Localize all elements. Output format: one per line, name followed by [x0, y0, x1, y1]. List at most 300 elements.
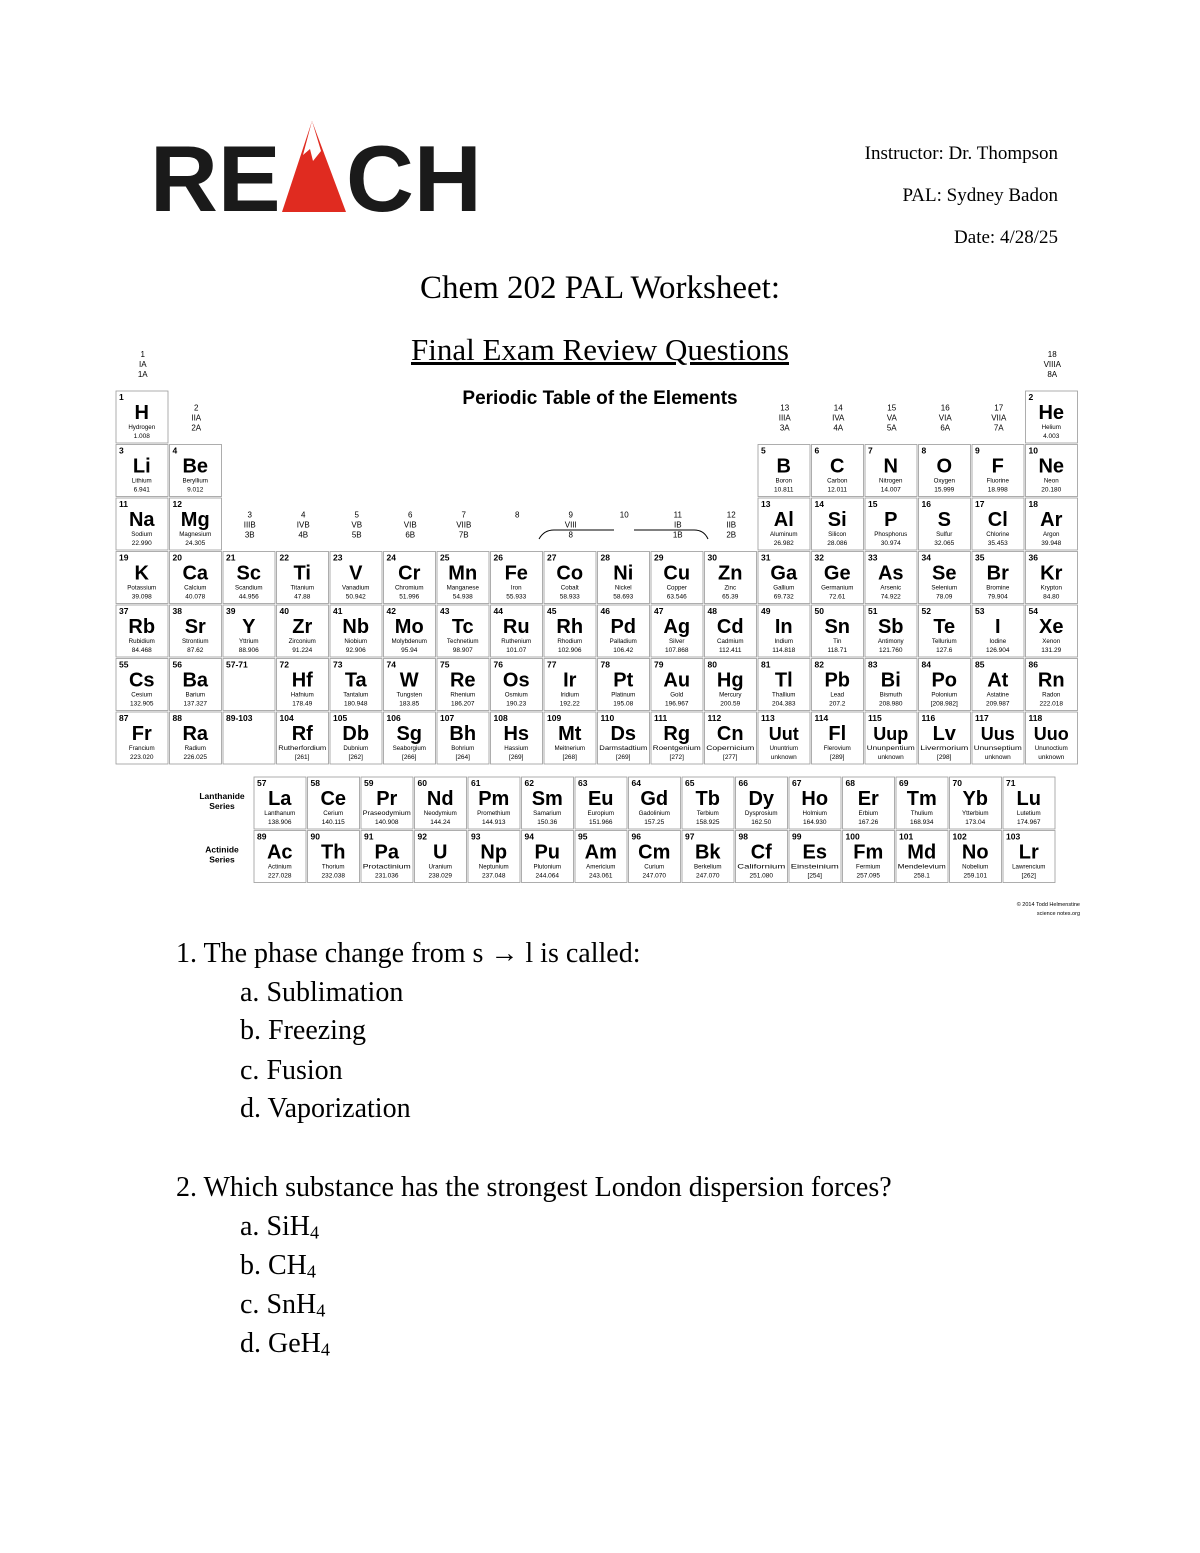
atomic-number: 117 — [975, 713, 989, 723]
atomic-number: 63 — [578, 778, 588, 788]
atomic-number: 15 — [868, 499, 878, 509]
group-label: 13 — [780, 403, 790, 413]
question-text: l is called: — [518, 938, 641, 969]
atomic-number: 105 — [333, 713, 348, 723]
atomic-mass: 238.029 — [428, 872, 452, 880]
element-symbol: As — [877, 562, 904, 585]
element-symbol: Ti — [293, 562, 311, 585]
atomic-mass: 257.095 — [856, 872, 880, 880]
element-name: Californium — [737, 863, 786, 871]
element-symbol: K — [134, 562, 149, 585]
atomic-mass: 79.904 — [987, 593, 1008, 601]
answer-option — [240, 1015, 366, 1047]
element-symbol: Uus — [980, 724, 1015, 744]
element-name: Nobelium — [962, 863, 989, 871]
group-label: 5B — [351, 530, 362, 540]
element-name: Germanium — [821, 584, 854, 592]
element-symbol: Pa — [374, 841, 399, 864]
atomic-number: 37 — [119, 606, 129, 616]
atomic-mass: 132.905 — [130, 700, 154, 708]
element-name: Einsteinium — [790, 863, 839, 871]
element-symbol: Er — [857, 788, 879, 810]
atomic-mass: [269] — [509, 754, 524, 761]
atomic-mass: 51.996 — [399, 593, 420, 601]
atomic-number: 6 — [814, 445, 820, 456]
atomic-number: 54 — [1028, 606, 1038, 616]
atomic-mass: 118.71 — [827, 647, 847, 654]
element-name: Thorium — [321, 863, 345, 871]
atomic-mass: 204.383 — [772, 700, 796, 708]
element-name: Lithium — [131, 477, 152, 485]
group-label: VA — [886, 413, 897, 423]
atomic-number: 18 — [1028, 499, 1038, 509]
atomic-number: 101 — [899, 831, 914, 842]
atomic-number: 113 — [761, 713, 775, 723]
atomic-mass: 227.028 — [268, 872, 292, 880]
element-symbol: I — [994, 616, 1001, 638]
element-name: Niobium — [344, 638, 368, 645]
element-name: Titanium — [290, 584, 314, 592]
atomic-number: 53 — [975, 606, 985, 616]
placeholder-label: 89-103 — [226, 713, 253, 723]
atomic-number: 102 — [952, 831, 967, 842]
atomic-mass: 6.941 — [133, 486, 150, 494]
element-symbol: Lv — [932, 723, 956, 745]
element-name: Ununpentium — [866, 745, 915, 752]
atomic-number: 111 — [654, 713, 668, 723]
atomic-mass: 98.907 — [452, 647, 473, 654]
element-symbol: Ta — [344, 669, 367, 692]
atomic-number: 26 — [493, 552, 503, 563]
atomic-number: 100 — [845, 831, 860, 842]
group-label: 7A — [993, 423, 1004, 433]
group-label: 2A — [191, 423, 202, 433]
atomic-mass: [272] — [669, 754, 684, 761]
atomic-mass: [268] — [562, 754, 577, 761]
element-symbol: Na — [128, 509, 155, 531]
atomic-mass: 138.906 — [268, 819, 292, 826]
group-label: 12 — [726, 510, 736, 520]
atomic-number: 44 — [493, 606, 503, 616]
atomic-number: 16 — [921, 499, 931, 509]
atomic-mass: [208.982] — [930, 700, 958, 708]
periodic-table-credit: © 2014 Todd Helmenstine — [1016, 902, 1080, 908]
atomic-number: 89 — [257, 831, 267, 842]
atomic-number: 61 — [471, 778, 481, 788]
element-name: Argon — [1042, 531, 1060, 538]
atomic-mass: 226.025 — [183, 754, 207, 761]
element-symbol: Uup — [873, 724, 909, 744]
atomic-number: 17 — [975, 499, 985, 509]
group-label: VIII — [564, 520, 577, 530]
atomic-mass: [298] — [937, 754, 952, 761]
atomic-mass: 88.906 — [238, 647, 259, 654]
atomic-mass: 26.982 — [773, 540, 794, 547]
element-symbol: Pr — [376, 788, 398, 810]
element-name: Nitrogen — [879, 477, 903, 485]
atomic-number: 77 — [547, 659, 557, 670]
element-symbol: Ir — [563, 669, 577, 692]
element-name: Curium — [644, 863, 665, 871]
element-symbol: Ar — [1040, 509, 1063, 531]
element-name: Erbium — [858, 810, 879, 817]
atomic-number: 20 — [172, 552, 182, 563]
option-letter: b. — [240, 1250, 268, 1281]
element-symbol: Li — [132, 455, 151, 478]
atomic-mass: 14.007 — [880, 486, 901, 494]
atomic-number: 92 — [417, 831, 427, 842]
element-name: Indium — [774, 638, 794, 645]
element-symbol: S — [937, 509, 951, 531]
atomic-mass: 137.327 — [183, 700, 207, 708]
element-name: Roentgenium — [652, 745, 701, 752]
atomic-number: 48 — [707, 606, 717, 616]
element-symbol: In — [774, 616, 793, 638]
atomic-number: 71 — [1006, 778, 1016, 788]
atomic-mass: [262] — [1021, 872, 1036, 880]
element-name: Hassium — [504, 745, 529, 752]
atomic-number: 99 — [792, 831, 802, 842]
element-name: Gold — [670, 691, 684, 699]
atomic-mass: 168.934 — [910, 819, 934, 826]
atomic-number: 40 — [279, 606, 289, 616]
element-name: Actinium — [267, 863, 292, 871]
atomic-mass: 40.078 — [185, 593, 206, 601]
atomic-mass: 30.974 — [880, 540, 901, 547]
element-symbol: Hs — [503, 723, 530, 745]
element-name: Chlorine — [986, 531, 1010, 538]
element-symbol: Sg — [396, 723, 423, 745]
element-symbol: Uut — [768, 724, 799, 744]
atomic-mass: 69.732 — [773, 593, 794, 601]
element-name: Tellurium — [931, 638, 957, 645]
atomic-mass: 244.064 — [535, 872, 559, 880]
element-name: Aluminum — [769, 531, 798, 538]
series-label: Series — [209, 801, 235, 811]
element-symbol: F — [991, 455, 1004, 478]
element-name: Rutherfordium — [278, 745, 327, 752]
element-name: Rubidium — [128, 638, 155, 645]
element-symbol: Pu — [534, 841, 561, 864]
answer-option — [240, 1055, 343, 1087]
group-label: 1B — [672, 530, 683, 540]
atomic-number: 80 — [707, 659, 717, 670]
element-name: Gallium — [773, 584, 795, 592]
atomic-number: 86 — [1028, 659, 1038, 670]
element-symbol: Zr — [292, 616, 313, 638]
arrow-icon: → — [490, 938, 519, 969]
element-name: Holmium — [802, 810, 827, 817]
atomic-mass: 84.80 — [1043, 593, 1060, 601]
element-symbol: Mo — [394, 616, 424, 638]
atomic-number: 116 — [921, 713, 936, 723]
element-name: Protactinium — [362, 863, 411, 871]
element-name: Astatine — [986, 691, 1009, 699]
group-label: IA — [138, 360, 147, 369]
series-label: Actinide — [205, 844, 239, 855]
element-name: Bismuth — [879, 691, 902, 699]
atomic-number: 51 — [868, 606, 878, 616]
element-name: Seaborgium — [392, 745, 426, 752]
element-name: Lutetium — [1016, 810, 1041, 817]
question-2 — [176, 1172, 892, 1204]
element-symbol: Fl — [828, 723, 847, 745]
date-text: Date: 4/28/25 — [954, 227, 1058, 248]
atomic-mass: 200.59 — [720, 700, 741, 708]
element-name: Promethium — [477, 810, 511, 817]
atomic-mass: 12.011 — [827, 486, 847, 494]
atomic-mass: 4.003 — [1043, 433, 1060, 440]
atomic-number: 98 — [738, 831, 748, 842]
element-symbol: Mn — [448, 562, 478, 585]
element-symbol: Th — [321, 841, 346, 864]
element-name: Lanthanum — [264, 810, 296, 817]
element-name: Palladium — [609, 638, 637, 645]
atomic-number: 76 — [493, 659, 503, 670]
element-name: Bohrium — [451, 745, 475, 752]
element-name: Sodium — [131, 531, 153, 538]
option-text: SiH — [266, 1211, 311, 1242]
group-label: 1A — [137, 370, 148, 379]
atomic-mass: 95.94 — [401, 647, 418, 654]
atomic-mass: unknown — [877, 754, 904, 761]
element-name: Ununoctium — [1034, 745, 1068, 752]
atomic-number: 118 — [1028, 713, 1043, 723]
atomic-mass: 258.1 — [913, 872, 930, 880]
atomic-number: 93 — [471, 831, 481, 842]
atomic-mass: [254] — [807, 872, 822, 880]
atomic-number: 68 — [845, 778, 855, 788]
atomic-mass: 44.956 — [238, 593, 259, 601]
atomic-mass: 112.411 — [718, 647, 742, 654]
atomic-mass: [262] — [348, 754, 363, 761]
atomic-mass: 259.101 — [963, 872, 987, 880]
element-name: Cesium — [131, 691, 153, 699]
atomic-number: 5 — [761, 445, 766, 456]
atomic-number: 64 — [631, 778, 641, 788]
atomic-mass: 174.967 — [1017, 819, 1041, 826]
group-label: VIB — [403, 520, 417, 530]
reach-logo — [150, 115, 482, 231]
atomic-number: 42 — [386, 606, 396, 616]
atomic-number: 94 — [524, 831, 534, 842]
element-symbol: B — [776, 455, 791, 478]
atomic-number: 81 — [761, 659, 771, 670]
group-label: 3B — [244, 530, 255, 540]
element-name: Dysprosium — [744, 810, 778, 817]
question-1 — [176, 938, 640, 970]
element-symbol: Bh — [449, 723, 477, 745]
atomic-number: 33 — [868, 552, 878, 563]
atomic-mass: 92.906 — [345, 647, 366, 654]
atomic-mass: 74.922 — [880, 593, 901, 601]
question-text: 2. Which substance has the strongest London dispersion forces? — [176, 1172, 892, 1203]
atomic-mass: 101.07 — [506, 647, 527, 654]
element-symbol: N — [883, 455, 898, 478]
atomic-number: 90 — [310, 831, 320, 842]
element-symbol: Gd — [640, 788, 669, 810]
atomic-mass: 1.008 — [133, 433, 150, 440]
element-name: Uranium — [428, 863, 452, 871]
atomic-number: 85 — [975, 659, 985, 670]
element-name: Xenon — [1042, 638, 1061, 645]
atomic-mass: 207.2 — [829, 700, 846, 708]
element-symbol: W — [399, 669, 419, 692]
group-label: VB — [351, 520, 363, 530]
element-name: Sulfur — [936, 531, 953, 538]
atomic-number: 34 — [921, 552, 931, 563]
group-label: VIA — [938, 413, 952, 423]
atomic-number: 110 — [600, 713, 615, 723]
group-label: 8 — [568, 530, 573, 540]
element-name: Tungsten — [396, 691, 423, 699]
group-label: VIIIA — [1043, 360, 1061, 369]
group-label: 15 — [887, 403, 897, 413]
atomic-mass: 58.933 — [559, 593, 580, 601]
element-name: Neptunium — [478, 863, 509, 871]
element-name: Thallium — [772, 691, 796, 699]
atomic-mass: unknown — [1038, 754, 1065, 761]
group-label: 7 — [461, 510, 466, 520]
atomic-mass: [269] — [616, 754, 631, 761]
element-symbol: Ce — [320, 788, 347, 810]
atomic-number: 22 — [279, 552, 289, 563]
atomic-mass: 87.62 — [187, 647, 204, 654]
atomic-mass: 180.948 — [344, 700, 368, 708]
element-name: Calcium — [184, 584, 207, 592]
atomic-mass: 107.868 — [665, 647, 689, 654]
atomic-number: 114 — [814, 713, 829, 723]
atomic-number: 70 — [952, 778, 962, 788]
option-text: Freezing — [268, 1015, 366, 1046]
element-symbol: Ne — [1038, 455, 1065, 478]
question-text: 1. The phase change from s — [176, 938, 491, 969]
atomic-number: 55 — [119, 659, 129, 670]
atomic-mass: 28.086 — [827, 540, 848, 547]
element-symbol: Cl — [987, 509, 1008, 531]
group-label: IVA — [832, 413, 845, 423]
element-symbol: Bi — [880, 669, 901, 692]
element-name: Mendelevium — [897, 863, 946, 871]
atomic-mass: 140.115 — [321, 819, 345, 826]
element-symbol: Eu — [587, 788, 614, 810]
atomic-mass: 39.098 — [131, 593, 152, 601]
element-name: Copper — [666, 584, 687, 592]
group-label: IIIA — [778, 413, 791, 423]
atomic-mass: 114.818 — [772, 647, 796, 654]
element-name: Ruthenium — [501, 638, 532, 645]
element-name: Flerovium — [823, 745, 851, 752]
atomic-number: 65 — [685, 778, 695, 788]
element-name: Yttrium — [238, 638, 259, 645]
element-symbol: Cn — [716, 723, 744, 745]
element-symbol: Ag — [663, 616, 691, 638]
atomic-mass: 247.070 — [696, 872, 720, 880]
atomic-mass: [266] — [402, 754, 417, 761]
atomic-number: 14 — [814, 499, 824, 509]
atomic-mass: 223.020 — [130, 754, 154, 761]
element-symbol: Kr — [1040, 562, 1063, 585]
atomic-number: 24 — [386, 552, 396, 563]
group-label: 8 — [515, 510, 520, 520]
atomic-mass: 9.012 — [187, 486, 204, 494]
atomic-number: 23 — [333, 552, 343, 563]
element-symbol: Zn — [718, 562, 743, 585]
option-text: Sublimation — [266, 977, 404, 1008]
atomic-number: 84 — [921, 659, 931, 670]
element-name: Boron — [775, 477, 793, 485]
element-name: Thulium — [910, 810, 933, 817]
element-name: Magnesium — [179, 531, 212, 538]
element-name: Krypton — [1040, 584, 1062, 592]
element-symbol: Sr — [184, 616, 206, 638]
atomic-mass: 195.08 — [613, 700, 634, 708]
element-name: Terbium — [696, 810, 719, 817]
group-label: IIA — [191, 413, 202, 423]
atomic-mass: 24.305 — [185, 540, 206, 547]
element-symbol: Pt — [613, 669, 634, 692]
group-label: IIB — [726, 520, 737, 530]
element-symbol: Rf — [291, 723, 313, 745]
element-name: Chromium — [394, 584, 424, 592]
atomic-mass: 243.061 — [589, 872, 613, 880]
atomic-number: 66 — [738, 778, 748, 788]
atomic-number: 91 — [364, 831, 374, 842]
atomic-number: 30 — [707, 552, 717, 563]
element-symbol: Ds — [610, 723, 637, 745]
atomic-number: 52 — [921, 606, 931, 616]
element-name: Gadolinium — [638, 810, 670, 817]
element-symbol: Cm — [638, 841, 671, 864]
element-name: Silver — [669, 638, 685, 645]
group-label: 1 — [140, 350, 145, 359]
element-name: Radon — [1042, 691, 1061, 699]
element-symbol: Ge — [823, 562, 851, 585]
page-title: Chem 202 PAL Worksheet: — [419, 270, 781, 306]
element-name: Fluorine — [986, 477, 1009, 485]
atomic-number: 106 — [386, 713, 401, 723]
atomic-number: 69 — [899, 778, 909, 788]
element-symbol: Be — [182, 455, 209, 478]
group-label: 3 — [247, 510, 252, 520]
option-text: CH — [268, 1250, 307, 1281]
atomic-mass: 47.88 — [294, 593, 311, 601]
atomic-number: 49 — [761, 606, 771, 616]
group-label: 6B — [405, 530, 416, 540]
element-symbol: Cr — [398, 562, 421, 585]
element-name: Bromine — [986, 584, 1010, 592]
element-symbol: Md — [907, 841, 937, 864]
element-name: Silicon — [828, 531, 847, 538]
element-symbol: Pd — [610, 616, 637, 638]
atomic-number: 13 — [761, 499, 771, 509]
atomic-mass: 54.938 — [452, 593, 473, 601]
element-name: Platinum — [611, 691, 636, 699]
group-label: 11 — [673, 510, 682, 520]
element-name: Scandium — [234, 584, 263, 592]
atomic-number: 11 — [119, 499, 128, 509]
periodic-table-credit: science notes.org — [1036, 911, 1080, 917]
atomic-mass: 63.546 — [666, 593, 687, 601]
element-symbol: Rh — [556, 616, 584, 638]
atomic-mass: 18.998 — [987, 486, 1008, 494]
atomic-mass: 15.999 — [934, 486, 955, 494]
atomic-mass: 144.24 — [430, 819, 451, 826]
atomic-mass: 106.42 — [613, 647, 634, 654]
element-name: Neon — [1043, 477, 1059, 485]
element-name: Rhodium — [557, 638, 583, 645]
atomic-number: 39 — [226, 606, 236, 616]
